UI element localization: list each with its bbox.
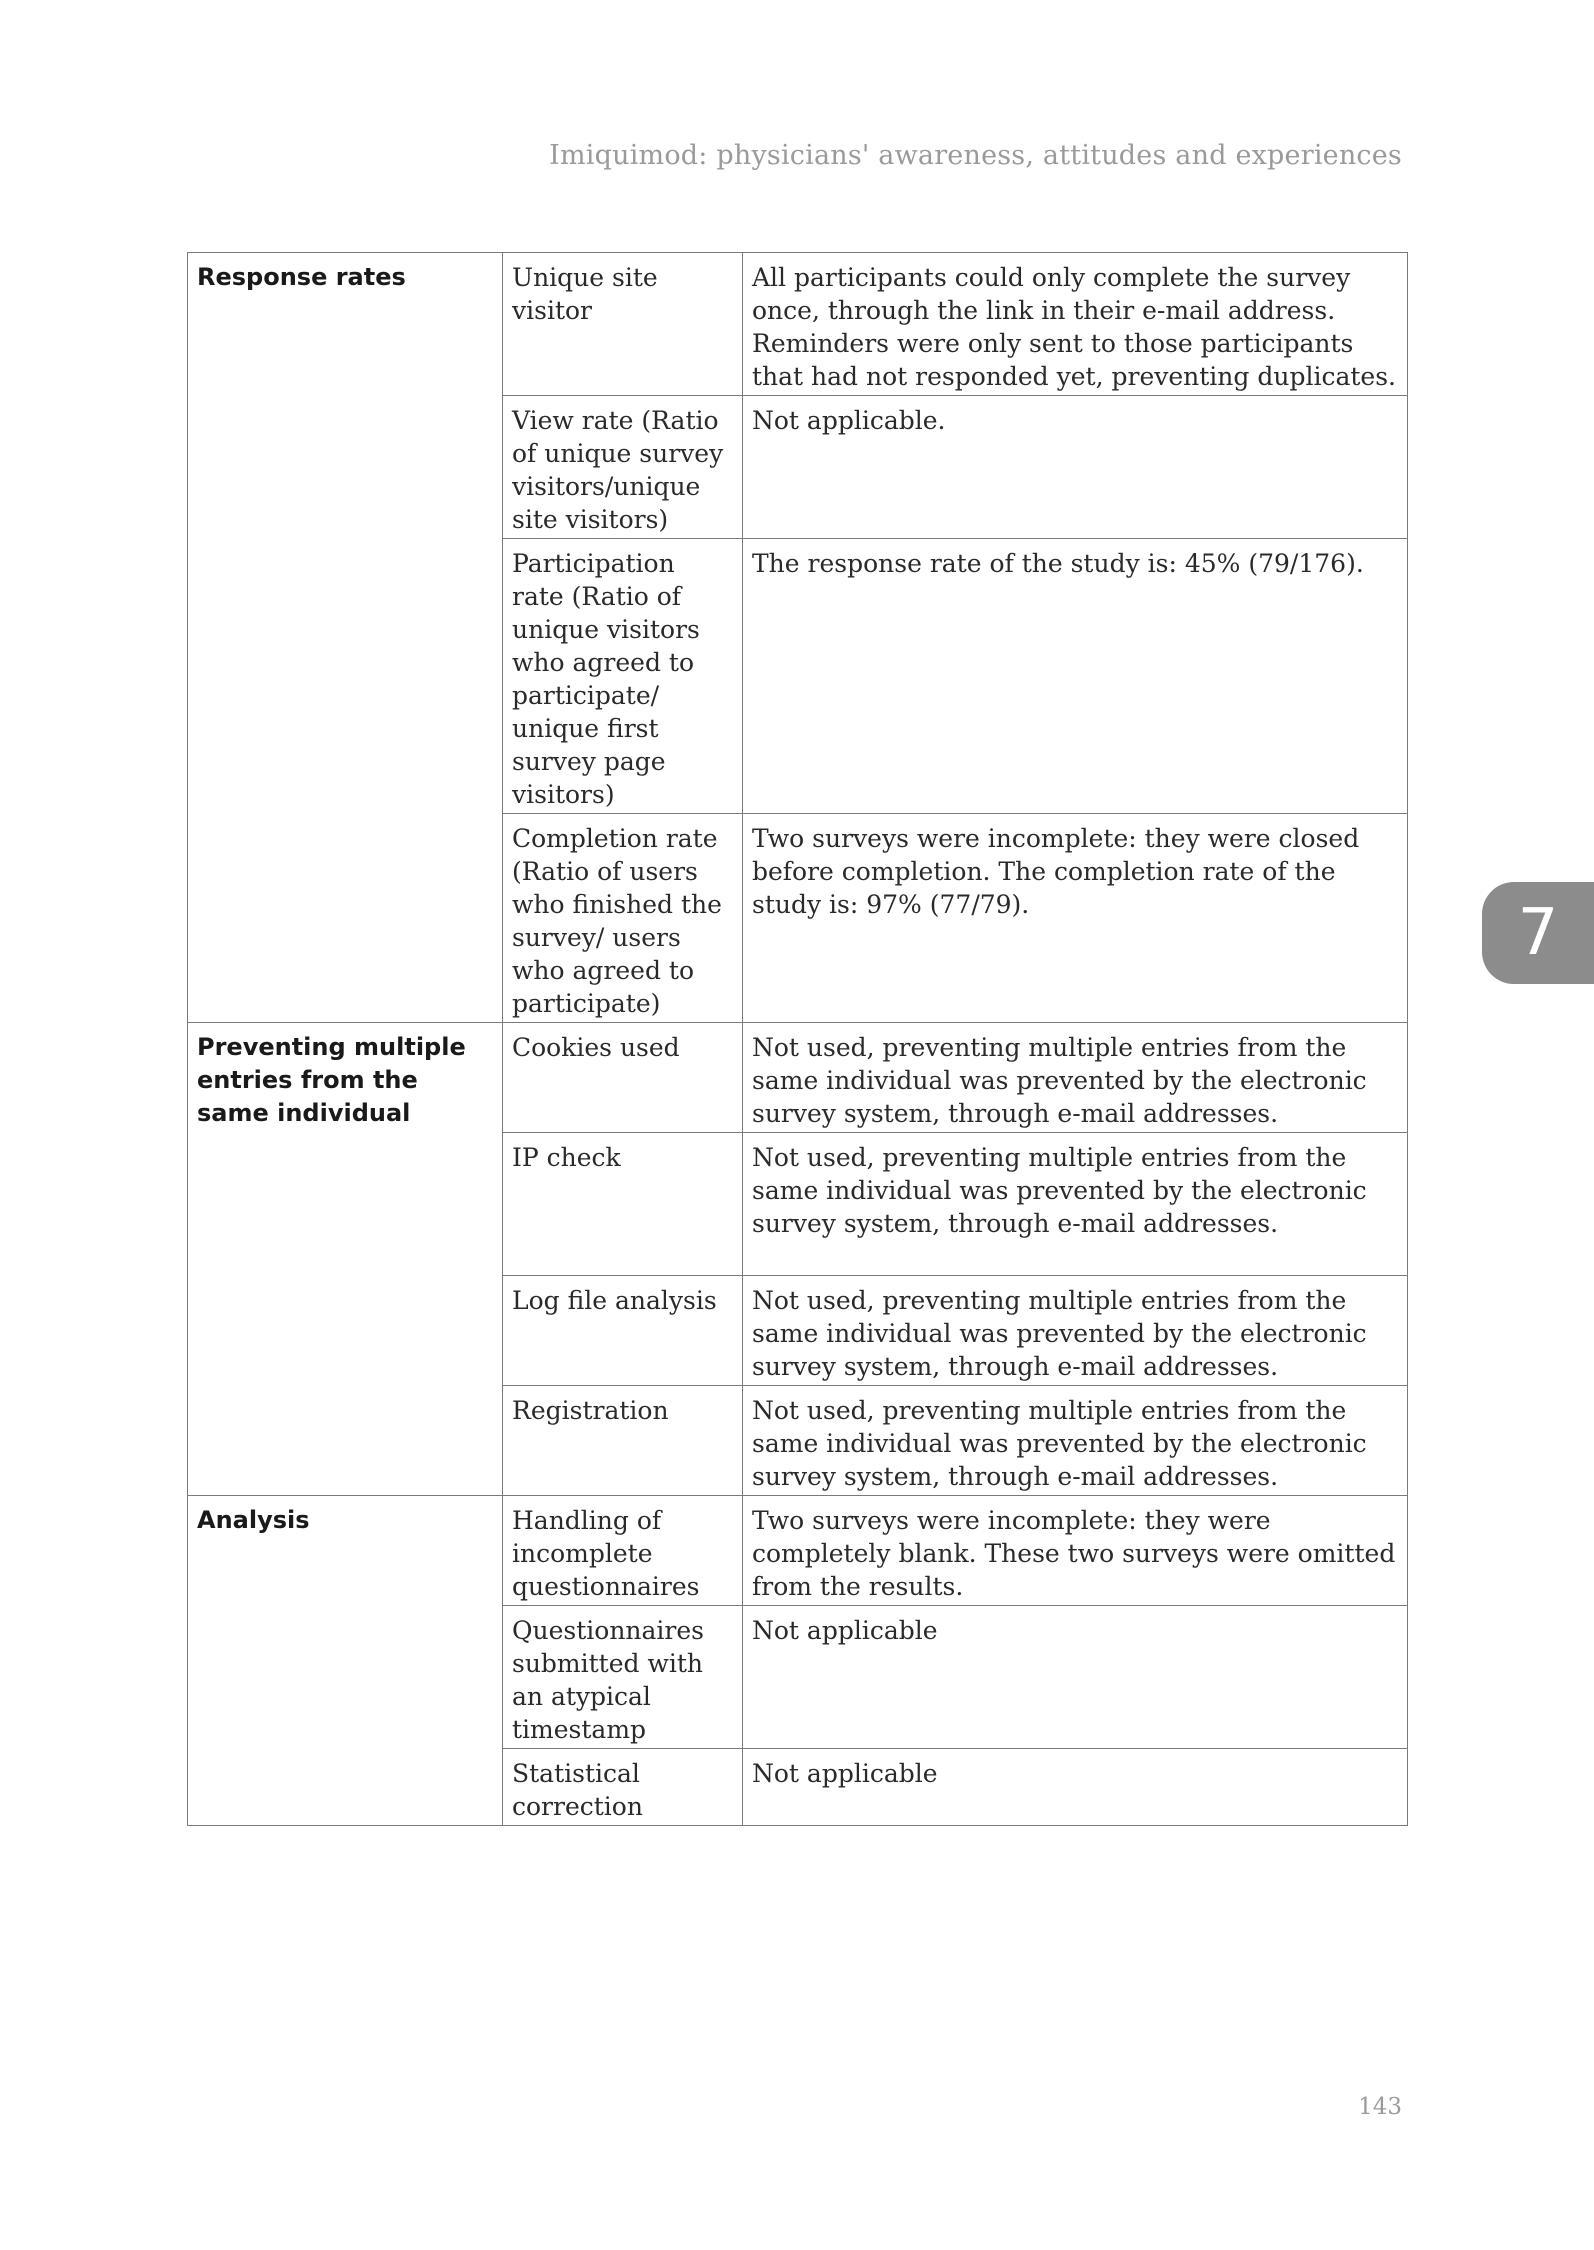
table-row bbox=[188, 1496, 1408, 1606]
item-cell: Log file analysis bbox=[503, 1276, 743, 1386]
description-cell: Not used, preventing multiple entries from the same individual was prevented by the electronic survey system, through e-mail addresses. bbox=[743, 1023, 1408, 1133]
description-cell: Not used, preventing multiple entries from the same individual was prevented by the electronic survey system, through e-mail addresses. bbox=[743, 1276, 1408, 1386]
description-cell: Not used, preventing multiple entries from the same individual was prevented by the electronic survey system, through e-mail addresses. bbox=[743, 1133, 1408, 1276]
category-cell: Analysis bbox=[188, 1496, 503, 1826]
description-cell: Not applicable bbox=[743, 1749, 1408, 1826]
category-cell: Response rates bbox=[188, 253, 503, 1023]
item-cell: Completion rate (Ratio of users who finished the survey/ users who agreed to participate) bbox=[503, 814, 743, 1023]
description-cell: Two surveys were incomplete: they were completely blank. These two surveys were omitted from the results. bbox=[743, 1496, 1408, 1606]
item-cell: Cookies used bbox=[503, 1023, 743, 1133]
description-cell: All participants could only complete the survey once, through the link in their e-mail address. Reminders were only sent to those participants that had not responded yet, preventing duplicates. bbox=[743, 253, 1408, 396]
page-number: 143 bbox=[1358, 2094, 1402, 2120]
item-cell: Participation rate (Ratio of unique visitors who agreed to participate/ unique first survey page visitors) bbox=[503, 539, 743, 814]
table-row bbox=[188, 253, 1408, 396]
item-cell: Handling of incomplete questionnaires bbox=[503, 1496, 743, 1606]
category-cell: Preventing multiple entries from the same individual bbox=[188, 1023, 503, 1496]
survey-methods-table bbox=[187, 252, 1408, 1826]
table-row bbox=[188, 1023, 1408, 1133]
item-cell: Questionnaires submitted with an atypical timestamp bbox=[503, 1606, 743, 1749]
item-cell: View rate (Ratio of unique survey visitors/unique site visitors) bbox=[503, 396, 743, 539]
item-cell: IP check bbox=[503, 1133, 743, 1276]
chapter-tab: 7 bbox=[1482, 882, 1594, 984]
description-cell: Not applicable bbox=[743, 1606, 1408, 1749]
item-cell: Unique site visitor bbox=[503, 253, 743, 396]
running-header: Imiquimod: physicians' awareness, attitudes and experiences bbox=[549, 140, 1402, 171]
description-cell: Not used, preventing multiple entries from the same individual was prevented by the electronic survey system, through e-mail addresses. bbox=[743, 1386, 1408, 1496]
description-cell: Two surveys were incomplete: they were closed before completion. The completion rate of the study is: 97% (77/79). bbox=[743, 814, 1408, 1023]
item-cell: Registration bbox=[503, 1386, 743, 1496]
description-cell: Not applicable. bbox=[743, 396, 1408, 539]
item-cell: Statistical correction bbox=[503, 1749, 743, 1826]
description-cell: The response rate of the study is: 45% (79/176). bbox=[743, 539, 1408, 814]
